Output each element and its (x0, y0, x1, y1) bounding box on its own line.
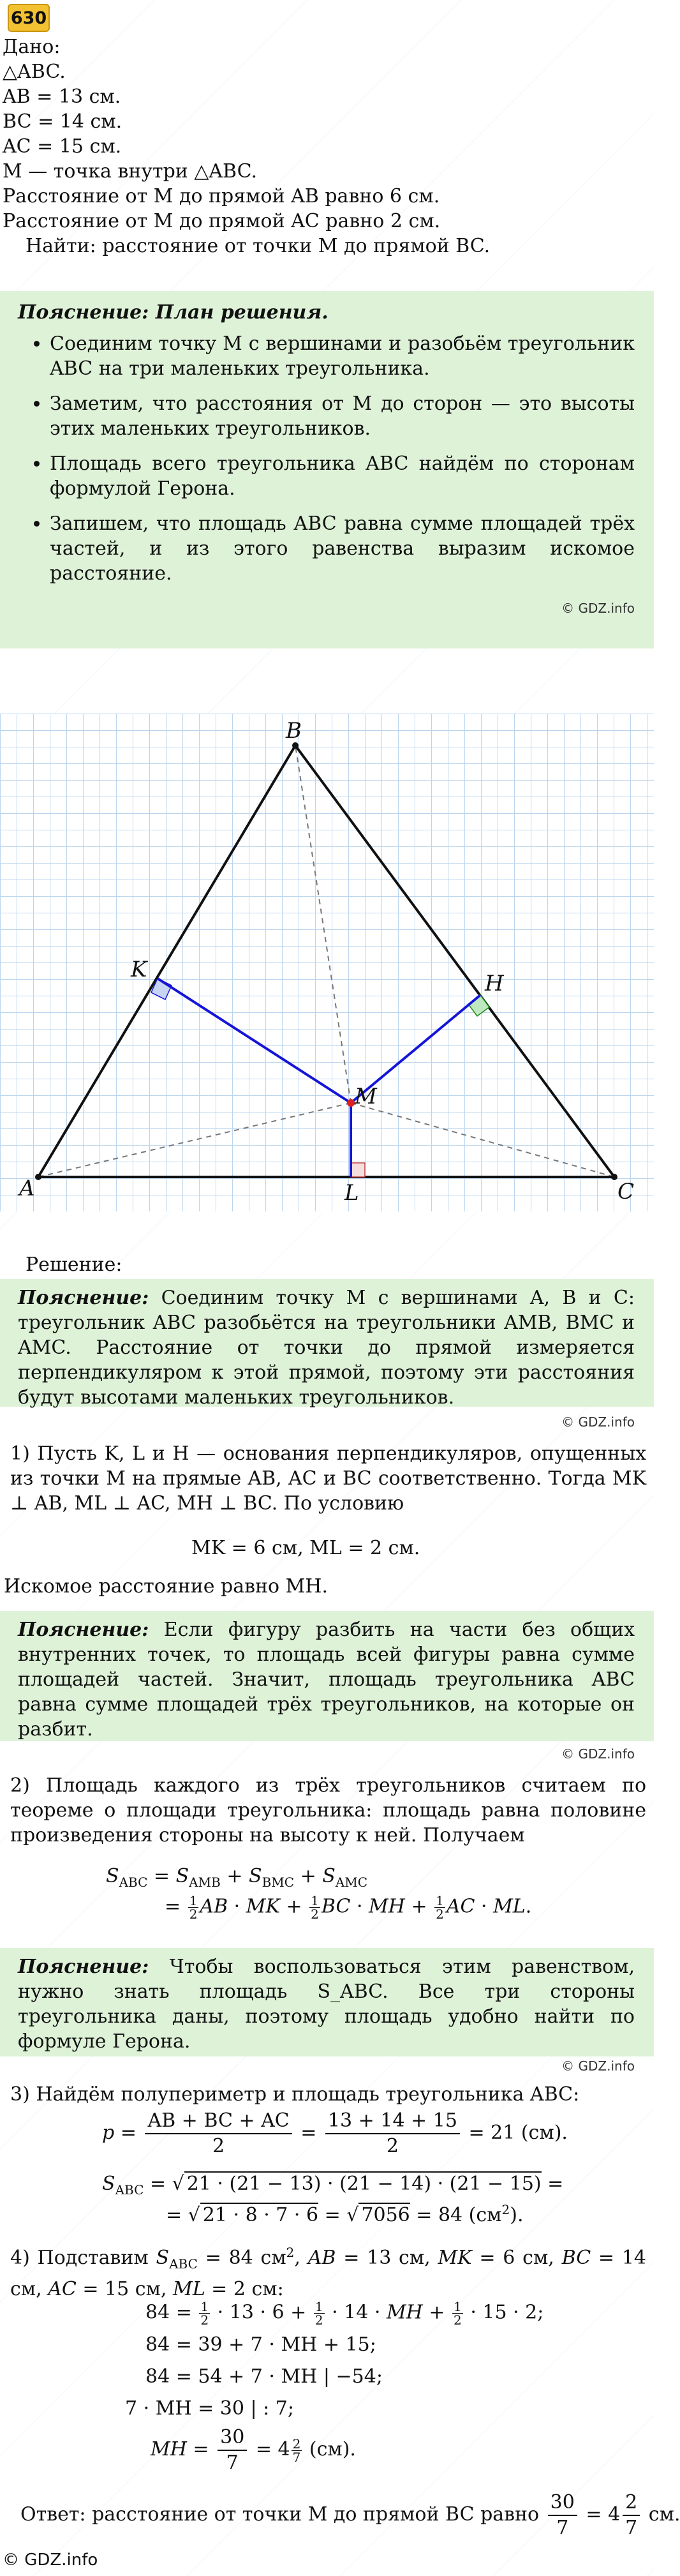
fraction-denominator: 7 (292, 2449, 301, 2465)
dashed-line-MC (351, 1103, 614, 1177)
copyright-label: © GDZ.info (561, 1746, 635, 1762)
fraction-numerator: 2 (623, 2490, 640, 2516)
step-4-line-2: 84 = 39 + 7 · MH + 15; (145, 2333, 376, 2356)
step-1-conclusion: Искомое расстояние равно MH. (4, 1575, 329, 1598)
plan-item: • Запишем, что площадь ABC равна сумме площадей трёх частей, и из этого равенства выразим искомое расстояние. (50, 511, 635, 586)
note-1-text: Соединим точку M с вершинами A, B и C: треугольник ABC разобьётся на треугольники AMB, BMC и AMC. Расстояние от точки до прямой измеряется перпендикуляром к этой прямой, поэтому эти расстояния будут высотами маленьких треугольников. (18, 1287, 635, 1409)
solution-label: Решение: (26, 1254, 122, 1276)
given-line: Расстояние от M до прямой AB равно 6 см. (3, 185, 440, 207)
note-2-body (18, 1617, 635, 1742)
given-line: AC = 15 см. (3, 135, 122, 158)
step-4-line-3: 84 = 54 + 7 · MH | −54; (145, 2365, 383, 2388)
note-3-title: Пояснение: (18, 1956, 149, 1978)
note-1-body (18, 1285, 635, 1410)
copyright-label: © GDZ.info (561, 601, 635, 616)
step-1-text: 1) Пусть K, L и H — основания перпендикуляров, опущенных из точки M на прямые AB, AC и BC соответственно. Тогда MK ⊥ AB, ML ⊥ AC, MH ⊥ BC. По условию (10, 1442, 646, 1515)
plan-item: • Заметим, что расстояния от M до сторон — это высоты этих маленьких треугольников. (50, 391, 635, 441)
label-K: K (131, 957, 147, 982)
plan-title: Пояснение: План решения. (18, 301, 329, 324)
note-1-title: Пояснение: (18, 1287, 149, 1309)
note-panel-3 (0, 1948, 654, 2074)
step-2-equation-line-2: = $\frac{1}{2}$ AB · MK + $\frac{1}{2}$ BC · MH + $\frac{1}{2}$ AC · ML. (165, 1893, 532, 1922)
triangle-ABC (38, 745, 614, 1177)
fraction-denominator: 7 (226, 2452, 239, 2474)
right-angle-H-mark (468, 995, 489, 1016)
note-panel-1 (0, 1279, 654, 1430)
label-A: A (19, 1176, 35, 1201)
point-A (35, 1174, 41, 1180)
step-2-equation-line-1: $S_{ABC} = S_{AMB} + S_{BMC} + S_{AMC}$ (106, 1865, 368, 1890)
fraction-numerator: 30 (218, 2425, 247, 2451)
copyright-label: © GDZ.info (561, 1414, 635, 1430)
fraction-numerator: 13 + 14 + 15 (325, 2109, 460, 2134)
step-2-text: 2) Площадь каждого из трёх треугольников считаем по теореме о площади треугольника: площадь равна половине произведения стороны на высоту к ней. Получаем (10, 1774, 646, 1846)
note-2-title: Пояснение: (18, 1619, 149, 1641)
label-B: B (286, 718, 302, 744)
dashed-line-MA (38, 1103, 351, 1177)
fraction-denominator: 7 (556, 2517, 569, 2539)
mixed-whole: 4 (608, 2503, 621, 2526)
given-line: M — точка внутри △ABC. (3, 160, 258, 183)
fraction-numerator: AB + BC + AC (145, 2109, 292, 2134)
note-3-text: Чтобы воспользоваться этим равенством, нужно знать площадь S_ABC. Все три стороны треугольника даны, поэтому площадь удобно найти по формуле Герона. (18, 1956, 635, 2053)
plan-item: • Соединим точку M с вершинами и разобьём треугольник ABC на три маленьких треугольника. (50, 331, 635, 381)
step-3-text: 3) Найдём полупериметр и площадь треугольника ABC: (10, 2083, 580, 2106)
fraction-denominator: 7 (625, 2517, 638, 2539)
step-4-line-4: 7 · MH = 30 | : 7; (125, 2397, 294, 2420)
heron-radicand-simplified: 21 · 8 · 7 · 6 (200, 2203, 318, 2226)
heron-radicand-product: 7056 (358, 2203, 410, 2226)
given-line: △ABC. (3, 61, 66, 83)
fraction-numerator: 2 (292, 2436, 301, 2452)
fraction-numerator: 30 (548, 2490, 577, 2516)
given-heading: Дано: (3, 36, 61, 58)
unit-label: (см). (309, 2438, 356, 2460)
fraction-denominator: 2 (386, 2135, 399, 2157)
footer-copyright: © GDZ.info (3, 2550, 98, 2570)
label-M: M (355, 1084, 377, 1109)
semi-perimeter-result: = 21 (см). (468, 2122, 568, 2144)
plan-panel (0, 291, 654, 648)
dashed-line-MB (295, 745, 351, 1103)
given-line: Расстояние от M до прямой AC равно 2 см. (3, 210, 441, 232)
answer-text: Ответ: расстояние от точки M до прямой BC равно (20, 2503, 540, 2526)
triangle-figure (0, 714, 654, 1211)
task-number-badge: 630 (8, 4, 50, 32)
given-section (3, 34, 490, 258)
step-1-equation: MK = 6 см, ML = 2 см. (191, 1537, 420, 1559)
step-4-line-1: 84 = $\frac{1}{2}$ · 13 · 6 + $\frac{1}{2}$ · 14 · MH + $\frac{1}{2}$ · 15 · 2; (145, 2299, 544, 2328)
semi-perimeter-fraction (145, 2109, 292, 2159)
point-C (611, 1174, 617, 1180)
step-4-text: 4) Подставим $S_{ABC} = 84$ $см^2$, AB = 13 см, MK = 6 см, BC = 14 см, AC = 15 см, ML = 2 см: (10, 2245, 646, 2300)
right-angle-L-mark (351, 1163, 365, 1177)
plan-list (18, 331, 635, 586)
heron-equation-line-1: $S_{ABC}$ = √ 21 · (21 − 13) · (21 − 14) · (21 − 15) = (102, 2173, 564, 2198)
unit-label: см. (648, 2503, 680, 2526)
mixed-whole: 4 (277, 2438, 290, 2460)
note-panel-2 (0, 1611, 654, 1762)
heron-result: = 84 (см (416, 2204, 502, 2226)
given-line: BC = 14 см. (3, 110, 122, 133)
note-2-text: Если фигуру разбить на части без общих внутренних точек, то площадь всей фигуры равна сумме площадей частей. Значит, площадь треугольника ABC равна сумме площадей трёх треугольников, на которые он разбит. (18, 1619, 635, 1741)
given-line: AB = 13 см. (3, 86, 121, 108)
fraction-denominator: 2 (212, 2135, 225, 2157)
plan-item: • Площадь всего треугольника ABC найдём по сторонам формулой Герона. (50, 451, 635, 501)
label-L: L (344, 1180, 359, 1206)
point-M (347, 1099, 355, 1107)
semi-perimeter-equation: p = $\frac{AB + BC + AC}{2}$ = $\frac{13 + 14 + 15}{2}$ = 21 (см). (102, 2109, 568, 2157)
triangle-diagram (0, 714, 654, 1211)
note-3-body (18, 1954, 635, 2054)
label-H: H (485, 971, 504, 996)
answer-line: Ответ: расстояние от точки M до прямой BC равно $\frac{30}{7}$ = 4 $\frac{2}{7}$ см. (20, 2491, 680, 2539)
semi-perimeter-fraction-values (325, 2109, 460, 2159)
find-line: Найти: расстояние от точки M до прямой BC. (26, 235, 491, 257)
copyright-label: © GDZ.info (561, 2058, 635, 2074)
heron-radicand: 21 · (21 − 13) · (21 − 14) · (21 − 15) (184, 2171, 542, 2195)
label-C: C (617, 1179, 635, 1204)
perpendicular-MK (158, 978, 351, 1103)
step-4-line-5: MH = $\frac{30}{7}$ = 4 $\frac{2}{7}$ (см). (151, 2426, 356, 2474)
heron-equation-line-2: = √ 21 · 8 · 7 · 6 = √ 7056 = 84 $(см^2)$. (166, 2202, 524, 2226)
